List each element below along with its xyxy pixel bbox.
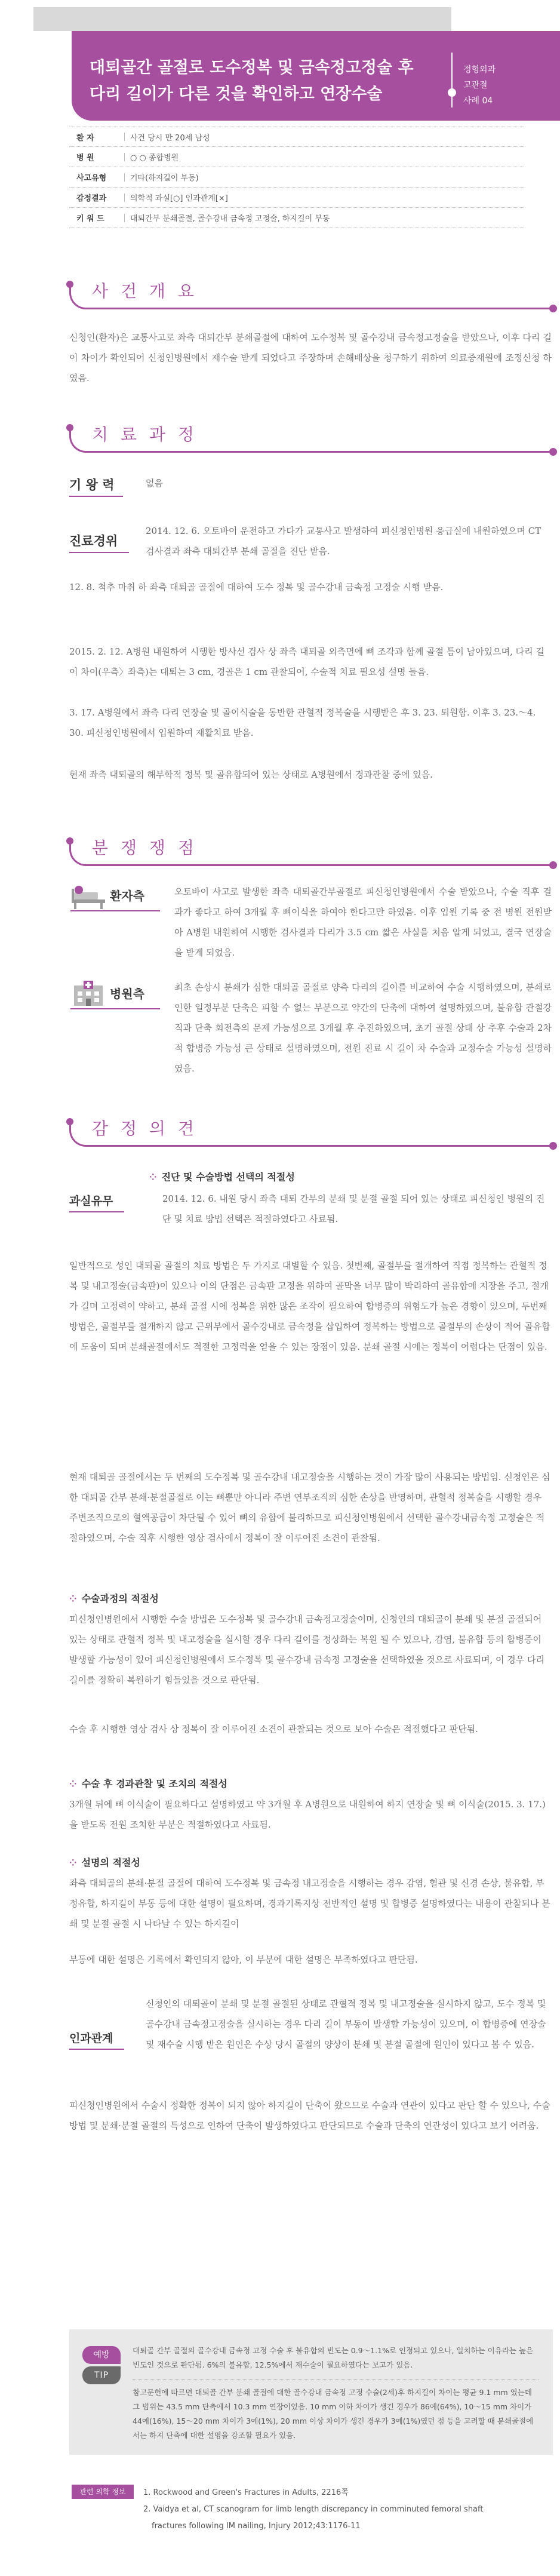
subhead-followup: ⁘ 수술 후 경과관찰 및 조치의 적절성 xyxy=(69,1778,227,1789)
course-paragraph-2: 12. 8. 척추 마취 하 좌측 대퇴골 골절에 대하여 도수 정복 및 골수강내 금속정 고정술 시행 받음. xyxy=(69,582,444,592)
header-tab xyxy=(33,7,451,31)
tip-paragraph-1: 대퇴골 간부 골절의 골수강내 금속정 고정 수술 후 불유합의 빈도는 0.9～1.1%로 인정되고 있으나, 일치하는 이유라는 높은 빈도인 것으로 판단됨. 6%의 불유합, 12.5%에서 재수술이 필요하였다는 보고가 있음. xyxy=(133,2346,534,2369)
patient-side-text: 오토바이 사고로 발생한 좌측 대퇴골간부골절로 피신청인병원에서 수술 받았으나, 수술 직후 결과가 좋다고 하여 3개월 후 뼈이식을 하여야 한다고만 하였음. 이후 입원 기록 중 전 병원 전원받아 A병원 내원하여 시행한 검사결과 다리가 3.5 cm 짧은 사실을 처음 알게 되었고, 결국 연장술을 받게 되었음. xyxy=(174,886,552,958)
surgery-paragraph-2: 수술 후 시행한 영상 검사 상 정복이 잘 이루어진 소견이 관찰되는 것으로 보아 수술은 적절했다고 판단됨. xyxy=(69,1724,478,1734)
prevention-tip-box xyxy=(69,2329,553,2455)
diagnosis-paragraph-1: 2014. 12. 6. 내원 당시 좌측 대퇴 간부의 분쇄 및 분절 골절 되어 있는 상태로 피신청인 병원의 진단 및 치료 방법 선택은 적절하였다고 사료됨. xyxy=(162,1193,545,1224)
patient-side-label: 환자측 xyxy=(110,889,144,903)
causality-paragraph-2: 피신청인병원에서 수술시 정확한 정복이 되지 않아 하지길이 단축이 왔으므로 수술과 연관이 있다고 판단 할 수 있으나, 수술 방법 및 분쇄·분절 골절의 특성으로 인하여 단축이 발생하였다고 판단되므로 수술과 단축의 연관성이 있다고 보기 어려움. xyxy=(69,2100,550,2131)
page-title xyxy=(90,55,436,108)
tip-label-tip: TIP xyxy=(82,2366,121,2384)
causality-label: 인과관계 xyxy=(69,2032,113,2045)
course-paragraph-1: 2014. 12. 6. 오토바이 운전하고 가다가 교통사고 발생하여 피신청인병원 응급실에 내원하였으며 CT 검사결과 좌측 대퇴간부 분쇄 골절을 진단 받음. xyxy=(146,526,541,557)
section-title: 감 정 의 견 xyxy=(92,1119,198,1138)
tip-paragraph-2: 참고문헌에 따르면 대퇴골 간부 분쇄 골절에 대한 골수강내 금속정 고정 수술(2세)후 하지길이 차이는 평균 9.1 mm 였는데 그 범위는 43.5 mm 단축에서 10.3 mm 연장이었음. 10 mm 이하 차이가 생긴 경우가 86예(64%), 10～15 mm 차이가 44예(16%), 15～20 mm 차이가 3예(1%), 20 mm 이상 차이가 생긴 경우가 3예(1%)였던 점 등을 고려할 때 분쇄골절에서는 하지 단축에 대한 설명을 강조할 필요가 있음. xyxy=(133,2388,534,2440)
diagnosis-paragraph-3: 현재 대퇴골 골절에서는 두 번째의 도수정복 및 골수강내 내고정술을 시행하는 것이 가장 많이 사용되는 방법임. 신청인은 심한 대퇴골 간부 분쇄·분절골절로 이는 뼈뿐만 아니라 주변 연부조직의 심한 손상을 반영하며, 관혈적 정복술을 시행할 경우 주변조직으로의 혈액공급이 차단될 수 있어 뼈의 유합에 불리하므로 피신청인병원에서 선택한 골수강내금속정 고정술은 적절하였으며, 수술 직후 시행한 영상 검사에서 정복이 잘 이루어진 소견이 관찰됨. xyxy=(69,1472,550,1543)
page-title-line1: 대퇴골간 골절로 도수정복 및 금속정고정술 후 xyxy=(90,59,414,77)
section-title: 사 건 개 요 xyxy=(92,281,198,301)
subhead-explanation: ⁘ 설명의 적절성 xyxy=(69,1857,140,1868)
explanation-paragraph-2: 부동에 대한 설명은 기록에서 확인되지 않아, 이 부분에 대한 설명은 부족하였다고 판단됨. xyxy=(69,1954,418,1965)
references-list xyxy=(143,2485,549,2535)
section-title: 분 쟁 쟁 점 xyxy=(92,838,198,858)
overview-text: 신청인(환자)은 교통사고로 좌측 대퇴간부 분쇄골절에 대하여 도수정복 및 골수강내 금속정고정술을 받았으나, 이후 다리 길이 차이가 확인되어 신청인병원에서 재수술 받게 되었다고 주장하며 손해배상을 청구하기 위하여 의료중재원에 조정신청 하였음. xyxy=(69,332,552,383)
subhead-diagnosis: ⁘ 진단 및 수술방법 선택의 적절성 xyxy=(149,1171,295,1183)
info-row-patient: 환 자 사건 당시 만 20세 남성 xyxy=(69,127,525,147)
section-treatment-header xyxy=(69,422,547,458)
bullet-icon: ⁘ xyxy=(69,1857,77,1868)
section-title: 치 료 과 정 xyxy=(92,425,198,444)
case-number: 사례 04 xyxy=(463,96,493,106)
history-label: 기 왕 력 xyxy=(69,478,115,492)
section-overview-header xyxy=(69,278,547,314)
info-row-accident-type: 사고유형 기타(하지길이 부동) xyxy=(69,167,525,188)
reference-item: 1. Rockwood and Green's Fractures in Adults, 2216쪽 xyxy=(143,2488,349,2497)
info-row-hospital: 병 원 ○ ○ 종합병원 xyxy=(69,147,525,167)
header-divider xyxy=(451,53,453,108)
hospital-side-label: 병원측 xyxy=(110,987,144,1001)
followup-paragraph: 3개월 뒤에 뼈 이식술이 필요하다고 설명하였고 약 3개월 후 A병원으로 내원하여 하지 연장술 및 뼈 이식술(2015. 3. 17.)을 받도록 전원 조치한 부분은 적절하였다고 사료됨. xyxy=(69,1799,546,1830)
course-label: 진료경위 xyxy=(69,534,118,548)
causality-paragraph-1: 신청인의 대퇴골이 분쇄 및 분절 골절된 상태로 관혈적 정복 및 내고정술을 실시하지 않고, 도수 정복 및 골수강내 금속정고정술을 실시하는 경우 다리 길이 부동이 발생할 가능성이 있으며, 이 합병증에 연장술 및 재수술 시행 받은 원인은 수상 당시 골절의 양상이 분쇄 및 분절 골절에 원인이 있다고 봄 수 있음. xyxy=(146,1998,546,2050)
case-info-table xyxy=(69,127,525,228)
tip-label-prevention: 예방 xyxy=(82,2346,121,2364)
reference-item: 2. Vaidya et al, CT scanogram for limb length discrepancy in comminuted femoral shaft xyxy=(143,2505,484,2514)
diagnosis-paragraph-2: 일반적으로 성인 대퇴골 골절의 치료 방법은 두 가지로 대별할 수 있음. 첫번째, 골절부를 절개하여 직접 정복하는 관혈적 정복 및 내고정술(금속판)이 있으나 이의 단점은 금속판 고정을 위하여 골막을 너무 많이 박리하여 골유합에 지장을 주고, 절개가 길며 고정력이 약하고, 분쇄 골절 시에 정복을 위한 많은 조작이 필요하여 합병증의 위험도가 높은 경향이 있으며, 두번째 방법은, 골절부를 절개하지 않고 근위부에서 골수강내로 금속정을 삽입하여 정복하는 방법으로 골절부의 손상이 적어 골유합에 도움이 되며 분쇄골절에서도 적절한 고정력을 얻을 수 있는 장점이 있음. 분쇄 골절 시에는 정복이 어렵다는 단점이 있음. xyxy=(69,1260,550,1352)
course-paragraph-4: 3. 17. A병원에서 좌측 다리 연장술 및 골이식술을 동반한 관혈적 정복술을 시행받은 후 3. 23. 퇴원함. 이후 3. 23.～4. 30. 피신청인병원에서 입원하여 재활치료 받음. xyxy=(69,707,536,738)
info-row-keywords: 키 워 드 대퇴간부 분쇄골절, 골수강내 금속정 고정술, 하지길이 부동 xyxy=(69,208,525,228)
course-paragraph-5: 현재 좌측 대퇴골의 해부학적 정복 및 골유합되어 있는 상태로 A병원에서 경과관찰 중에 있음. xyxy=(69,769,433,780)
category-subspecialty: 고관절 xyxy=(463,81,488,90)
info-row-result: 감정결과 의학적 과실[○] 인과관계[×] xyxy=(69,188,525,208)
category-department: 정형외과 xyxy=(463,65,496,75)
references-tag: 관련 의학 정보 xyxy=(72,2485,134,2499)
header-dot xyxy=(448,88,456,97)
hospital-side-text: 최초 손상시 분쇄가 심한 대퇴골 골절로 양측 다리의 길이를 비교하여 수술 시행하였으며, 분쇄로 인한 일정부분 단축은 피할 수 없는 부분으로 약간의 단축에 대하여 설명하였으며, 불유합 관절강직과 단축 회전측의 문제 가능성으로 3개월 후 추진하였으며, 초기 골절 상태 상 추후 수술과 2차적 합병증 가능성 큰 상태로 설명하였으며, 전원 진료 시 길이 차 수술과 교정수술 가능성 설명하였음. xyxy=(174,982,552,1074)
explanation-paragraph-1: 좌측 대퇴골의 분쇄·분절 골절에 대하여 도수정복 및 금속정 내고정술을 시행하는 경우 감염, 혈관 및 신경 손상, 불유합, 부정유합, 하지길이 부동 등에 대한 설명이 필요하며, 경과기록지상 전반적인 설명 및 합병증 설명하였다는 내용이 관찰되나 분쇄 및 분절 골절 시 나타날 수 있는 하지길이 xyxy=(69,1878,550,1929)
section-dispute-header xyxy=(69,835,547,871)
history-value: 없음 xyxy=(146,478,163,489)
bullet-icon: ⁘ xyxy=(149,1172,157,1183)
surgery-paragraph-1: 피신청인병원에서 시행한 수술 방법은 도수정복 및 골수강내 금속정고정술이며, 신청인의 대퇴골이 분쇄 및 분절 골절되어 있는 상태로 관혈적 정복 및 내고정술을 실시할 경우 다리 길이를 정상화는 복원 될 수 있으나, 감염, 불유합 등의 합병증이 발생할 가능성이 있어 피신청인병원에서 도수정복 및 골수강내 금속정 고정술을 선택하였을 것으로 사료되며, 이 경우 다리 길이를 정확히 복원하기 힘들었을 것으로 판단됨. xyxy=(69,1614,545,1685)
section-opinion-header xyxy=(69,1116,547,1152)
reference-item: fractures following IM nailing, Injury 2012;43:1176-11 xyxy=(152,2522,361,2531)
header-category xyxy=(463,62,547,109)
subhead-surgery: ⁘ 수술과정의 적절성 xyxy=(69,1593,159,1604)
negligence-label: 과실유무 xyxy=(69,1195,113,1208)
page-title-line2: 다리 길이가 다른 것을 확인하고 연장수술 xyxy=(90,85,383,103)
bullet-icon: ⁘ xyxy=(69,1594,77,1604)
course-paragraph-3: 2015. 2. 12. A병원 내원하여 시행한 방사선 검사 상 좌측 대퇴골 외측면에 뼈 조각과 함께 골절 틈이 남아있으며, 다리 길이 차이(우측〉좌측)는 대퇴는 3 cm, 경골은 1 cm 관찰되어, 수술적 치료 필요성 설명 들음. xyxy=(69,646,544,677)
bullet-icon: ⁘ xyxy=(69,1779,77,1789)
